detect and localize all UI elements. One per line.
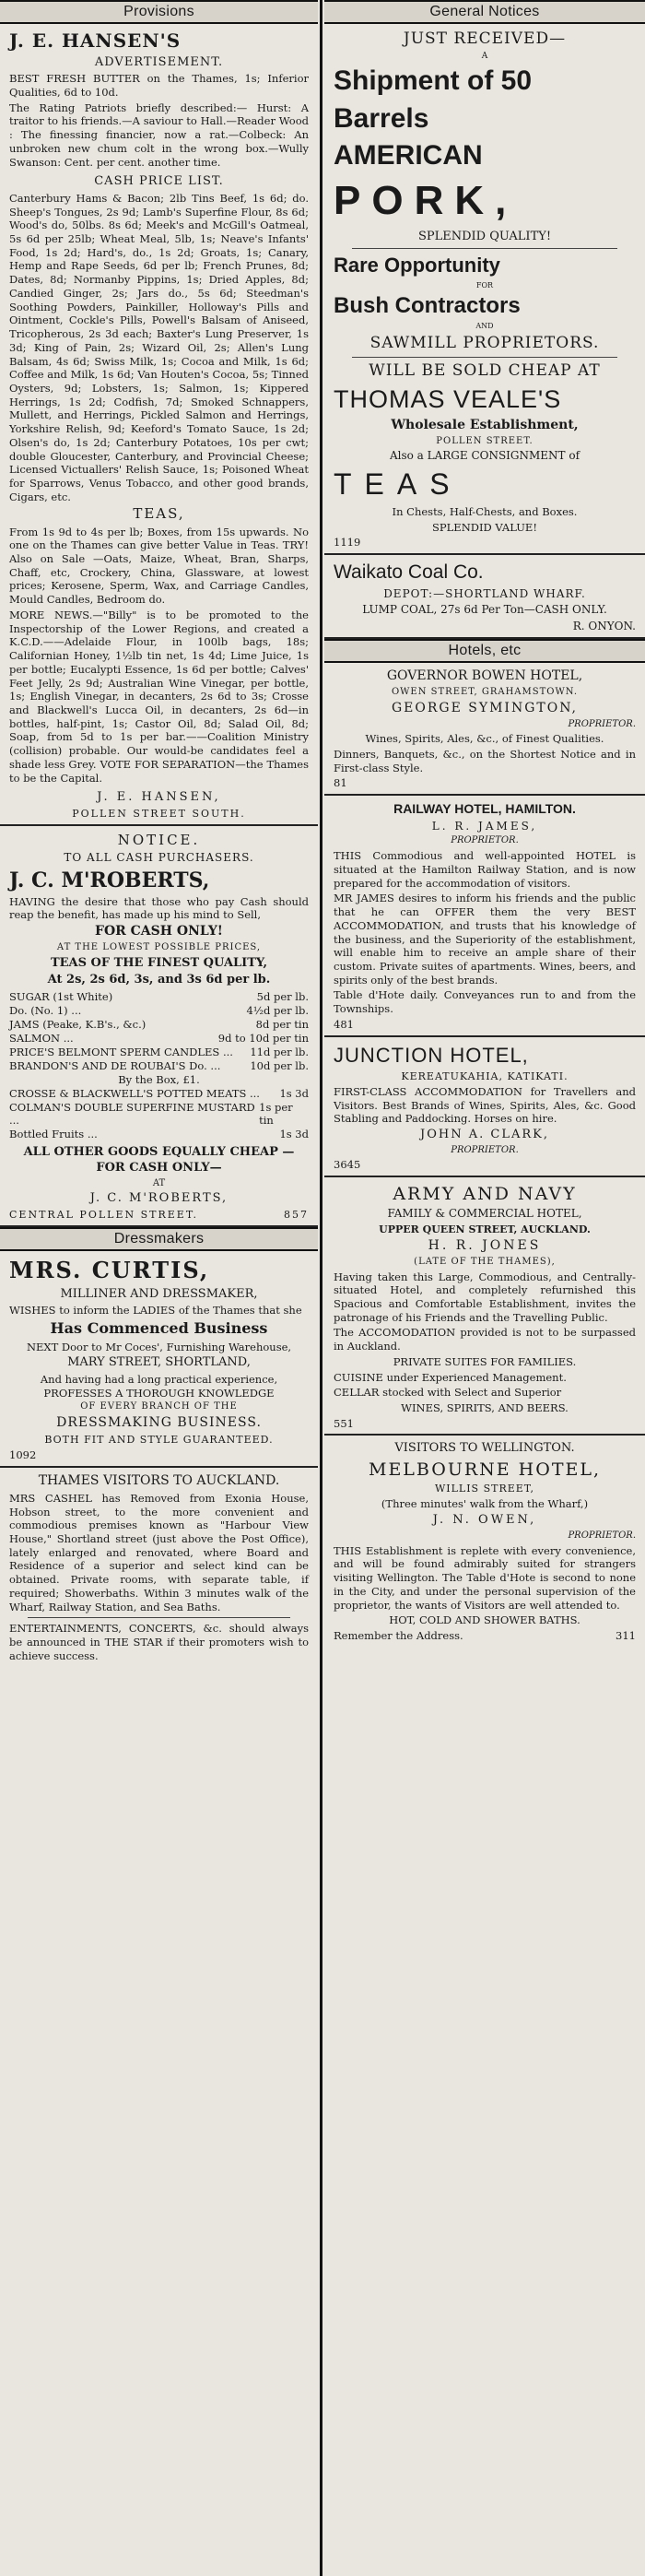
waikato-title: Waikato Coal Co. <box>334 561 484 583</box>
price-row <box>9 990 309 1004</box>
mcroberts-cash: FOR CASH ONLY! <box>95 924 223 939</box>
mcroberts-lowest: AT THE LOWEST POSSIBLE PRICES, <box>56 942 262 952</box>
waikato-signature: R. ONYON. <box>572 619 636 632</box>
wellington-body: THIS Establishment is replete with every convenience, and will be found admirably suited for strangers visiting Wellington. The Table d'Hote is second to none in the City, and under the personal supervision of the proprietor, the wants of Visitors are well attended to. <box>334 1543 636 1612</box>
mcroberts-ref: 857 <box>284 1209 309 1222</box>
veale-and: AND <box>475 322 494 331</box>
mcroberts-intro: HAVING the desire that those who pay Cash should reap the benefit, has made up his mind to Sell, <box>9 894 309 922</box>
curtis-every: OF EVERY BRANCH OF THE <box>80 1401 238 1412</box>
wellington-ref: 311 <box>616 1628 636 1642</box>
railway-proprietor-label: PROPRIETOR. <box>451 835 519 846</box>
wellington-footer <box>334 1629 636 1643</box>
veale-shipment: Shipment of 50 <box>334 65 533 97</box>
item-price: 4½d per lb. <box>246 1003 309 1017</box>
mcroberts-tea-prices: At 2s, 2s 6d, 3s, and 3s 6d per lb. <box>47 973 271 987</box>
veale-pollen: POLLEN STREET. <box>436 435 534 446</box>
bowen-proprietor-label: PROPRIETOR. <box>568 718 636 729</box>
hansen-signature: J. E. HANSEN, <box>97 790 221 805</box>
veale-splendid: SPLENDID QUALITY! <box>417 229 552 243</box>
army-navy-cellar: CELLAR stocked with Select and Superior <box>334 1386 562 1400</box>
mcroberts-name: J. C. M'ROBERTS, <box>9 868 210 892</box>
hansen-quotes: The Rating Patriots briefly described:— Hurst: A traitor to his friends.—A saviour to Hall.—Reader Wood : The finessing financier, now a rat.—Colbeck: An unbroken new chum colt in the wrong box.—Wully Swanson: Cent. per cent. another time. <box>9 100 309 169</box>
bowen-dinners: Dinners, Banquets, &c., on the Shortest Notice and in First-class Style. <box>334 748 636 774</box>
veale-will-be: WILL BE SOLD CHEAP AT <box>369 361 601 381</box>
junction-title: JUNCTION HOTEL, <box>334 1043 529 1067</box>
wellington-hotel: MELBOURNE HOTEL, <box>368 1459 602 1481</box>
mcroberts-teas: TEAS OF THE FINEST QUALITY, <box>50 955 268 970</box>
price-row <box>9 1073 309 1087</box>
price-row <box>9 1059 309 1073</box>
veale-advertisement <box>324 24 645 555</box>
item-name: By the Box, £1. <box>118 1072 200 1086</box>
veale-ref: 1119 <box>334 536 361 549</box>
hansen-address: POLLEN STREET SOUTH. <box>72 807 246 820</box>
curtis-guaranteed: BOTH FIT AND STYLE GUARANTEED. <box>44 1434 274 1447</box>
hansen-price-list-title: CASH PRICE LIST. <box>94 174 224 189</box>
veale-barrels: Barrels <box>334 102 429 134</box>
veale-sawmill: SAWMILL PROPRIETORS. <box>369 333 600 352</box>
curtis-ref: 1092 <box>9 1448 37 1462</box>
entertainments-notice: ENTERTAINMENTS, CONCERTS, &c. should always be announced in THE STAR if their promoters wish to achieve success. <box>9 1622 309 1662</box>
army-navy-subtitle: FAMILY & COMMERCIAL HOTEL, <box>387 1207 582 1221</box>
curtis-trade: MILLINER AND DRESSMAKER, <box>60 1286 258 1301</box>
mcroberts-at: AT <box>152 1177 166 1188</box>
item-name: CROSSE & BLACKWELL'S POTTED MEATS ... <box>9 1086 260 1100</box>
hansen-intro: BEST FRESH BUTTER on the Thames, 1s; Inferior Qualities, 6d to 10d. <box>9 72 309 99</box>
hansen-news: MORE NEWS.—"Billy" is to be promoted to the Inspectorship of the Lower Regions, and created a K.C.D.——Adelaide Flour, in 100lb bags, 18s; Californian Honey, 1½lb tin net, 1s 4d; Lime Juice, 1s per bottle; Eucalypti Essence, 1s 6d per bottle; Calves' Feet Jelly, 2s 9d; Australian Wine Vinegar, per bottle, 1s; English Vinegar, in decanters, 2s 6d to 3s; Crosse and Blackwell's Lucca Oil, in decanters, 2s 6d—in bottles, half-pint, 1s; Castor Oil, 8d; Salad Oil, 8d; Soap, from 5d to 1s per bar.——Coalition Ministry (collision) probable. Our would-be candidates feel a shade less Grey. VOTE FOR SEPARATION—the Thames to be the Capital. <box>9 608 309 785</box>
junction-address: KEREATUKAHIA, KATIKATI. <box>401 1069 569 1082</box>
mcroberts-to: TO ALL CASH PURCHASERS. <box>64 851 254 865</box>
army-navy-accommodation: The ACCOMODATION provided is not to be surpassed in Auckland. <box>334 1326 636 1353</box>
section-header-dressmakers: Dressmakers <box>0 1227 318 1251</box>
army-navy-private: PRIVATE SUITES FOR FAMILIES. <box>393 1354 577 1368</box>
mcroberts-address-line <box>9 1209 309 1222</box>
army-navy-ref: 551 <box>334 1416 354 1430</box>
price-row <box>9 1018 309 1032</box>
item-price: 10d per lb. <box>250 1058 309 1072</box>
item-price: 8d per tin <box>255 1017 309 1031</box>
curtis-advertisement <box>0 1251 318 1468</box>
bowen-proprietor: GEORGE SYMINGTON, <box>391 700 579 715</box>
column-rule <box>320 0 322 2576</box>
item-name: JAMS (Peake, K.B's., &c.) <box>9 1017 147 1031</box>
bowen-ref: 81 <box>334 776 347 790</box>
veale-pork: PORK, <box>334 178 518 224</box>
item-name: SALMON ... <box>9 1031 74 1045</box>
bowen-wines: Wines, Spirits, Ales, &c., of Finest Qualities. <box>365 732 604 746</box>
item-name: COLMAN'S DOUBLE SUPERFINE MUSTARD ... <box>9 1100 255 1128</box>
veale-rare: Rare Opportunity <box>334 254 500 278</box>
hansen-advertisement <box>0 24 318 826</box>
bowen-title: GOVERNOR BOWEN HOTEL, <box>386 668 583 683</box>
curtis-experience: And having had a long practical experience, PROFESSES A THOROUGH KNOWLEDGE <box>40 1372 278 1400</box>
item-price: 1s 3d <box>279 1128 309 1141</box>
veale-bush: Bush Contractors <box>334 292 521 318</box>
item-price: 5d per lb. <box>256 990 309 1004</box>
railway-ref: 481 <box>334 1017 354 1031</box>
wellington-title: VISITORS TO WELLINGTON. <box>394 1441 575 1456</box>
army-navy-late: (LATE OF THE THAMES), <box>414 1256 556 1267</box>
railway-body-2: MR JAMES desires to inform his friends and the public that he can OFFER them the very BEST ACCOMMODATION, and trusts that his knowledge of the business, and the Superiority of the establishment, will enable him to receive an ample share of their custom. Private suites of apartments. Wines, beers, and spirits only of the best brands. <box>334 892 636 987</box>
junction-proprietor: JOHN A. CLARK, <box>420 1127 549 1141</box>
wellington-walk: (Three minutes' walk from the Wharf,) <box>381 1497 589 1511</box>
waikato-depot: DEPOT:—SHORTLAND WHARF. <box>383 586 586 600</box>
army-navy-title: ARMY AND NAVY <box>393 1184 577 1205</box>
hansen-teas-title: TEAS, <box>133 505 185 523</box>
price-row <box>9 1046 309 1059</box>
item-price: 1s per tin <box>259 1100 293 1128</box>
veale-wholesale: Wholesale Establishment, <box>391 417 579 432</box>
curtis-intro: WISHES to inform the LADIES of the Thames that she <box>9 1304 302 1318</box>
wellington-remember: Remember the Address. <box>334 1628 463 1642</box>
price-row <box>9 1101 309 1128</box>
mcroberts-notice: NOTICE. <box>117 831 201 848</box>
mcroberts-price-list <box>9 990 309 1141</box>
section-header-hotels: Hotels, etc <box>324 639 645 663</box>
hansen-subtitle: ADVERTISEMENT. <box>94 54 224 69</box>
army-navy-hotel-advertisement <box>324 1177 645 1436</box>
bowen-address: OWEN STREET, GRAHAMSTOWN. <box>391 686 579 697</box>
section-header-general-notices: General Notices <box>324 0 645 24</box>
item-price: 9d to 10d per tin <box>217 1031 309 1045</box>
veale-received: JUST RECEIVED— <box>403 30 567 48</box>
item-name: SUGAR (1st White) <box>9 990 113 1004</box>
mcroberts-advertisement <box>0 826 318 1227</box>
waikato-coal-advertisement <box>324 555 645 639</box>
thames-visitors-advertisement <box>0 1468 318 1667</box>
railway-table: Table d'Hote daily. Conveyances run to and from the Townships. <box>334 988 636 1016</box>
veale-teas: TEAS <box>334 467 463 501</box>
junction-body: FIRST-CLASS ACCOMMODATION for Travellers and Visitors. Best Brands of Wines, Spirits, Ales, &c. Good Stabling and Paddocking. Horses on hire. <box>334 1084 636 1126</box>
army-navy-address: UPPER QUEEN STREET, AUCKLAND. <box>379 1223 591 1235</box>
junction-ref: 3645 <box>334 1158 361 1172</box>
price-row <box>9 1004 309 1018</box>
wellington-street: WILLIS STREET, <box>434 1483 535 1495</box>
waikato-lump: LUMP COAL, 27s 6d Per Ton—CASH ONLY. <box>362 603 607 617</box>
price-row <box>9 1087 309 1101</box>
divider <box>28 1617 290 1618</box>
army-navy-proprietor: H. R. JONES <box>428 1237 542 1253</box>
wellington-advertisement <box>324 1436 645 1646</box>
section-header-provisions: Provisions <box>0 0 318 24</box>
veale-a: A <box>481 51 488 61</box>
railway-body: THIS Commodious and well-appointed HOTEL is situated at the Hamilton Railway Station, and is now prepared for the accommodation of visitors. <box>334 849 636 890</box>
hansen-title: J. E. HANSEN'S <box>9 30 182 52</box>
army-navy-wines: WINES, SPIRITS, AND BEERS. <box>401 1401 569 1415</box>
wellington-baths: HOT, COLD AND SHOWER BATHS. <box>389 1613 580 1627</box>
thames-visitors-body: MRS CASHEL has Removed from Exonia House, Hobson street, to the more convenient and commodious premises known as "Harbour View House," Shortland street (just above the Post Office), lately enlarged and renovated, where Board and Residence of a superior and select kind can be obtained. Private rooms, with separate table, if required; Showerbaths. Within 3 minutes walk of the Wharf, Railway Station, and Sea Baths. <box>9 1491 309 1613</box>
wellington-proprietor: J. N. OWEN, <box>432 1513 537 1528</box>
junction-proprietor-label: PROPRIETOR. <box>451 1144 519 1155</box>
item-price: 11d per lb. <box>250 1045 309 1058</box>
hansen-teas: From 1s 9d to 4s per lb; Boxes, from 15s upwards. No one on the Thames can give better Value in Teas. TRY! Also on Sale —Oats, Maize, Wheat, Bran, Sharps, Chaff, etc, Crockery, China, Glassware, at lowest prices; Kerosene, Sperm, Wax, and Carriage Candles, Mould Candles, Bedroom do. <box>9 525 309 607</box>
divider <box>352 248 617 249</box>
veale-for: FOR <box>475 280 494 290</box>
curtis-next-door: NEXT Door to Mr Coces', Furnishing Warehouse, <box>26 1340 292 1353</box>
right-column <box>324 0 645 2576</box>
left-column <box>0 0 318 2576</box>
curtis-name: MRS. CURTIS, <box>9 1257 210 1284</box>
mcroberts-address: CENTRAL POLLEN STREET. <box>9 1209 199 1222</box>
railway-title: RAILWAY HOTEL, HAMILTON. <box>393 801 576 817</box>
veale-american: AMERICAN <box>334 140 483 171</box>
army-navy-body: Having taken this Large, Commodious, and Centrally-situated Hotel, and completely refurnished this Spacious and Comfortable Establishment, invites the patronage of his Friends and the Travelling Public. <box>334 1270 636 1324</box>
divider <box>352 357 617 358</box>
price-row <box>9 1128 309 1141</box>
item-name: PRICE'S BELMONT SPERM CANDLES ... <box>9 1045 233 1058</box>
railway-hotel-advertisement <box>324 796 645 1036</box>
curtis-street: MARY STREET, SHORTLAND, <box>67 1355 251 1370</box>
veale-thomas: THOMAS VEALE'S <box>334 385 562 414</box>
mcroberts-all-other: ALL OTHER GOODS EQUALLY CHEAP —FOR CASH ONLY— <box>23 1145 295 1175</box>
veale-chests: In Chests, Half-Chests, and Boxes. <box>392 504 578 518</box>
item-price: 1s 3d <box>279 1086 309 1100</box>
item-name: Do. (No. 1) ... <box>9 1003 82 1017</box>
item-name: BRANDON'S AND DE ROUBAI'S Do. ... <box>9 1058 221 1072</box>
item-name: Bottled Fruits ... <box>9 1128 98 1141</box>
bowen-hotel-advertisement <box>324 663 645 796</box>
junction-hotel-advertisement <box>324 1037 645 1178</box>
veale-also: Also a LARGE CONSIGNMENT of <box>389 449 580 463</box>
curtis-business: DRESSMAKING BUSINESS. <box>56 1415 262 1431</box>
veale-value: SPLENDID VALUE! <box>432 520 537 534</box>
price-row <box>9 1032 309 1046</box>
wellington-proprietor-label: PROPRIETOR. <box>568 1530 636 1541</box>
hansen-price-list: Canterbury Hams & Bacon; 2lb Tins Beef, 1s 6d; do. Sheep's Tongues, 2s 9d; Lamb's Superfine Flour, 8s 6d; Wood's do, 50lbs. 8s 6d; Meek's and McGill's Oatmeal, 5s 6d per 25lb; Wheat Meal, 5lb, 1s; Neave's Infants' Food, 1s 2d; Hard's, do., 1s 2d; Groats, 1s; Canary, Hemp and Rape Seeds, 6d per lb; French Prunes, 8d; Dates, 8d; Normanby Pippins, 1s; Dried Apples, 8d; Candied Ginger, 2s; Jars do., 5s 6d; Steedman's Soothing Powders, Painkiller, Holloway's Pills and Ointment, Cockle's Pills, Powell's Balsam of Aniseed, Tricopherous, 2s 3d each; Baxter's Lung Preserver, 1s 3d; King of Pain, 2s; Wizard Oil, 2s; Allen's Lung Balsam, 4s 6d; Swiss Milk, 1s; Cocoa and Milk, 1s 6d; Coffee and Milk, 1s 6d; Van Houten's Cocoa, 5s; Tinned Oysters, 9d; Lobsters, 1s; Salmon, 1s; Kippered Herrings, 1s 2d; Codfish, 7d; Smoked Schnappers, Mullett, and Herrings, Pickled Salmon and Herrings, Yorkshire Relish, 9d; Keeford's Tomato Sauce, 1s 2d; Olsen's do, 1s 2d; Canterbury Potatoes, 10s per cwt; double Gloucester, Canterbury, and Provincial Cheese; Licensed Victuallers' Relish Sauce, 1s; Poisoned Wheat for Sparrows, Venus Tobacco, and other good brands, Cigars, etc. <box>9 191 309 503</box>
army-navy-cuisine: CUISINE under Experienced Management. <box>334 1370 567 1384</box>
railway-proprietor: L. R. JAMES, <box>431 820 538 833</box>
thames-visitors-title: THAMES VISITORS TO AUCKLAND. <box>38 1472 280 1488</box>
curtis-commenced: Has Commenced Business <box>50 1319 268 1338</box>
mcroberts-signature: J. C. M'ROBERTS, <box>89 1191 229 1206</box>
